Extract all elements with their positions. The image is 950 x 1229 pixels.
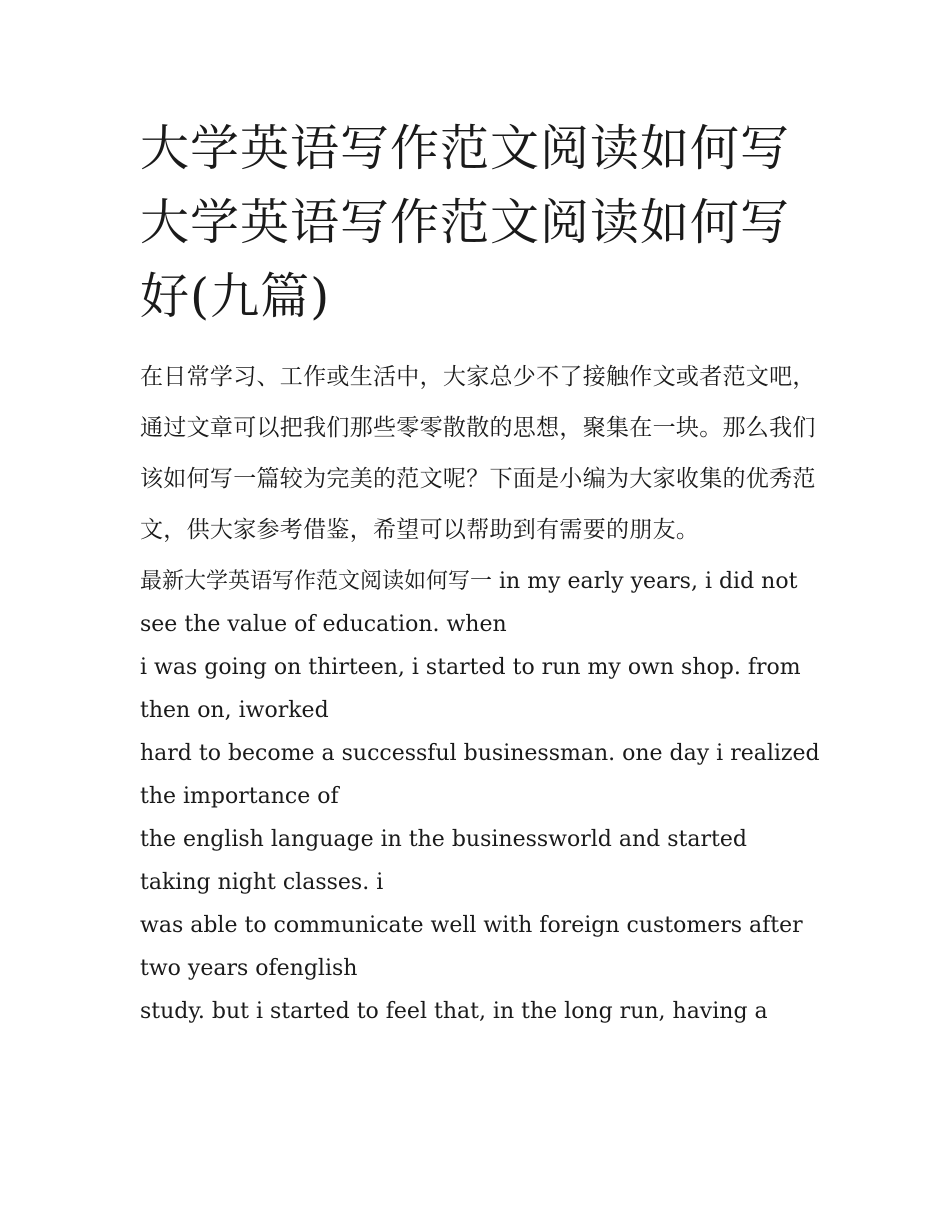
body-line: 最新大学英语写作范文阅读如何写一 in my early years, i did not see the value of education. when (140, 569, 798, 637)
body-line: the english language in the businessworld and started taking night classes. i (140, 827, 747, 895)
document-page (140, 112, 820, 1033)
body-line: hard to become a successful businessman. one day i realized the importance of (140, 741, 820, 809)
document-title: 大学英语写作范文阅读如何写 大学英语写作范文阅读如何写好(九篇) (140, 120, 791, 325)
body-line: was able to communicate well with foreign customers after two years ofenglish (140, 913, 803, 981)
intro-paragraph: 在日常学习、工作或生活中，大家总少不了接触作文或者范文吧，通过文章可以把我们那些零零散散的思想，聚集在一块。那么我们该如何写一篇较为完美的范文呢？下面是小编为大家收集的优秀范文，供大家参考借鉴，希望可以帮助到有需要的朋友。 (140, 364, 816, 543)
body-text (140, 560, 820, 1033)
body-line: i was going on thirteen, i started to run my own shop. from then on, iworked (140, 655, 801, 723)
body-line: study. but i started to feel that, in the long run, having a (140, 999, 768, 1024)
